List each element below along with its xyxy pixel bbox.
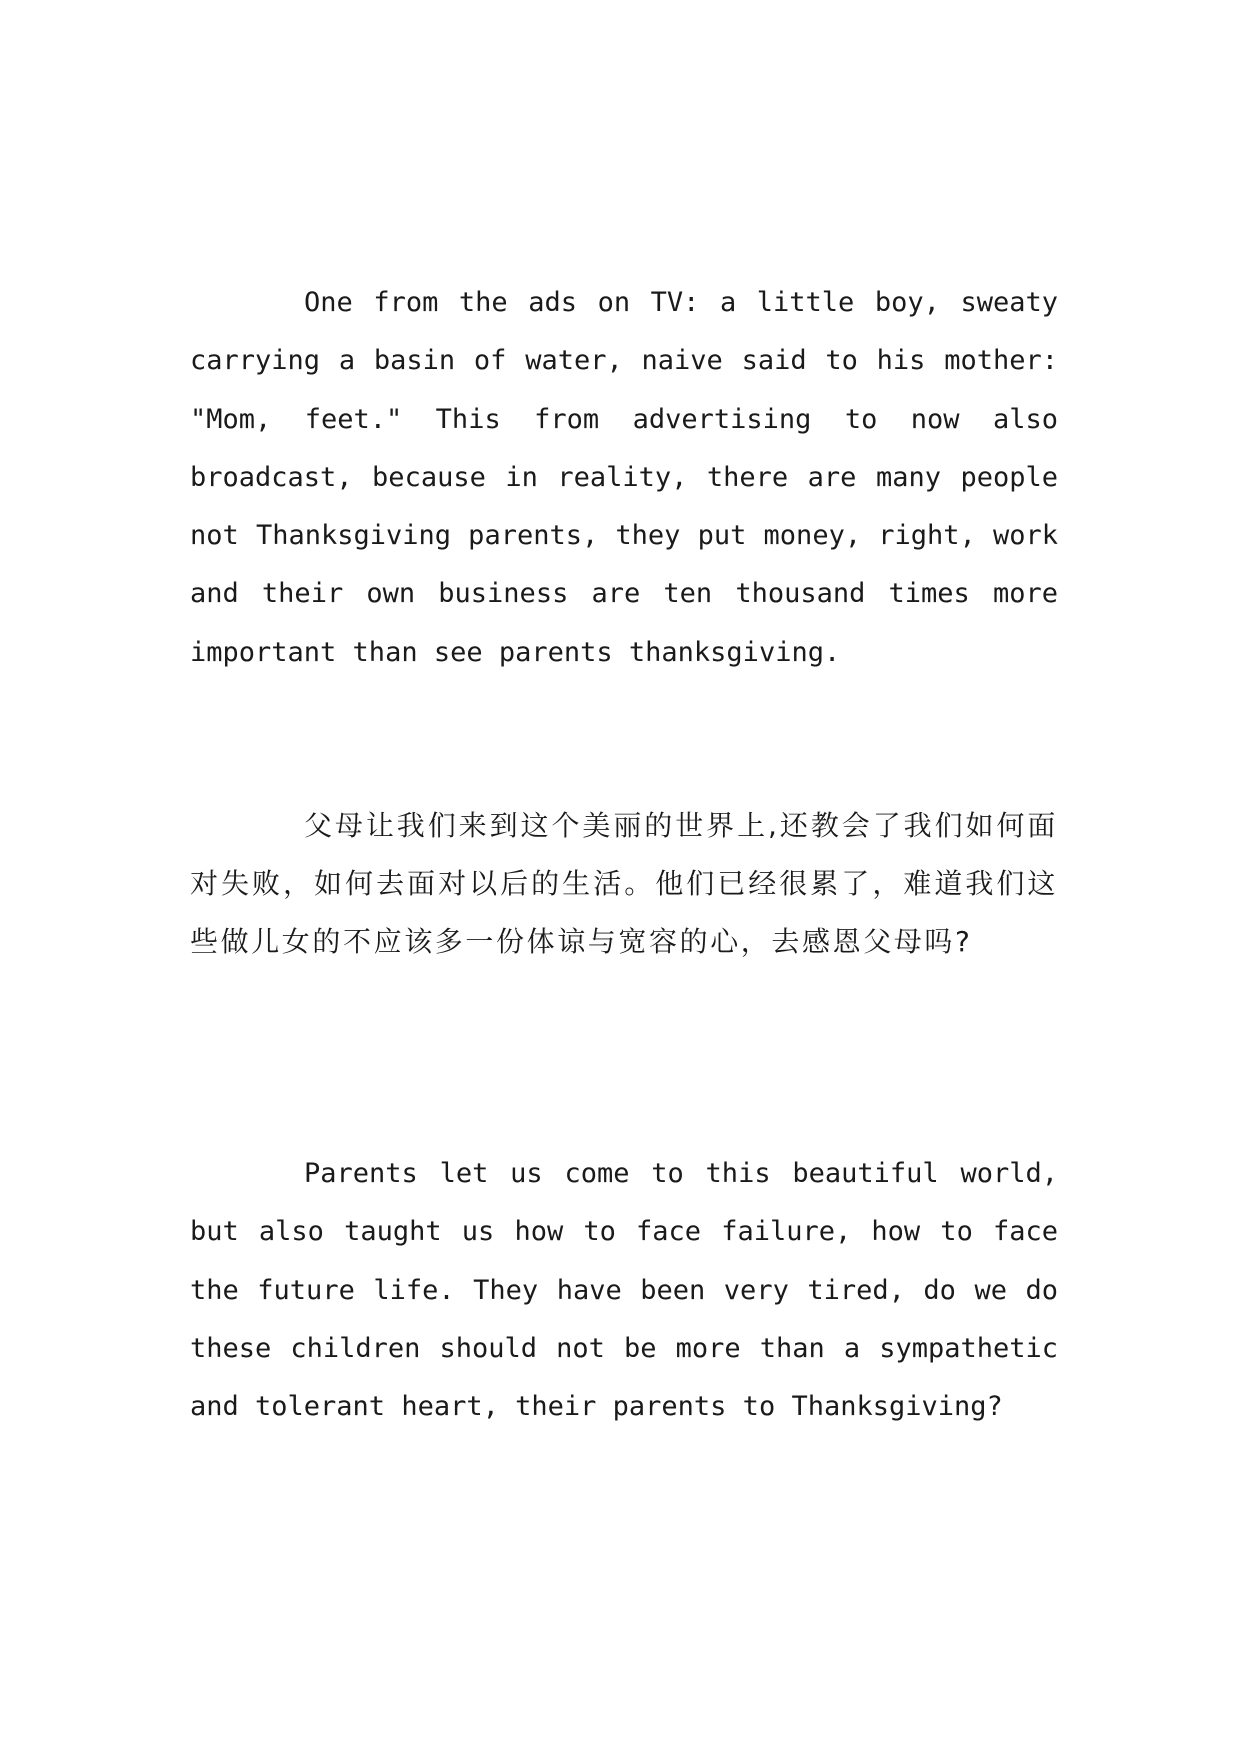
paragraph-english-intro: One from the ads on TV: a little boy, sweaty carrying a basin of water, naive said to his mother: "Mom, feet." This from advertising to now also broadcast, because in reality, there are many people not Thanksgiving parents, they put money, right, work and their own business are ten thousand times more important than see parents thanksgiving. [190,287,1058,668]
paragraph-english-translation: Parents let us come to this beautiful world, but also taught us how to face failure, how to face the future life. They have been very tired, do we do these children should not be more than a sympathetic and tolerant heart, their parents to Thanksgiving? [190,1158,1058,1423]
paragraph-chinese: 父母让我们来到这个美丽的世界上,还教会了我们如何面对失败，如何去面对以后的生活。他们已经很累了，难道我们这些做儿女的不应该多一份体谅与宽容的心，去感恩父母吗? [190,809,1058,958]
